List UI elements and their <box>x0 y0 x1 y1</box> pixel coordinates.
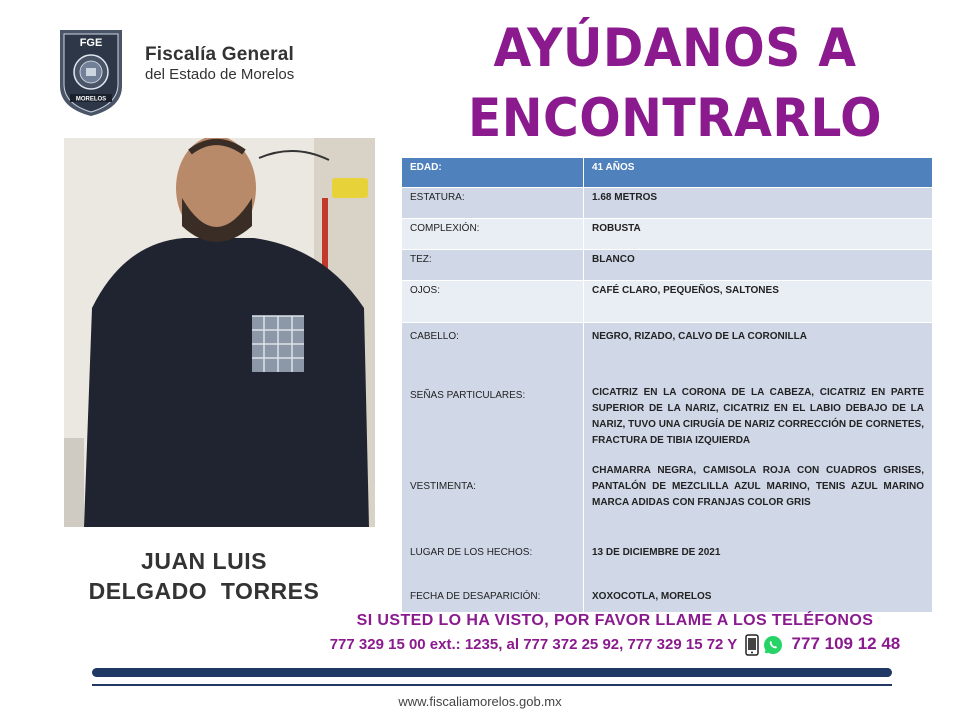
detail-value-group <box>584 323 933 613</box>
table-row <box>402 219 933 250</box>
footer-divider-thick <box>92 668 892 677</box>
organization-name <box>145 44 294 83</box>
phone-numbers: 777 329 15 00 ext.: 1235, al 777 372 25 92, 777 329 15 72 Y <box>329 636 738 653</box>
detail-value: XOXOCOTLA, MORELOS <box>592 591 712 602</box>
headline <box>459 14 891 154</box>
detail-label: FECHA DE DESAPARICIÓN: <box>410 591 541 602</box>
person-name <box>64 546 344 606</box>
person-first-name: JUAN LUIS <box>141 548 267 574</box>
detail-label: VESTIMENTA: <box>410 481 476 492</box>
whatsapp-number: 777 109 12 48 <box>791 634 901 653</box>
detail-value: 1.68 METROS <box>584 188 933 219</box>
cta-line1: SI USTED LO HA VISTO, POR FAVOR LLAME A LOS TELÉFONOS <box>356 612 874 629</box>
detail-label: TEZ: <box>402 250 584 281</box>
table-row <box>402 281 933 323</box>
detail-label: ESTATURA: <box>402 188 584 219</box>
detail-value: CAFÉ CLARO, PEQUEÑOS, SALTONES <box>584 281 933 323</box>
detail-label-group <box>402 323 584 613</box>
detail-label: LUGAR DE LOS HECHOS: <box>410 547 533 558</box>
detail-value: BLANCO <box>584 250 933 281</box>
detail-label: OJOS: <box>402 281 584 323</box>
org-name-line2: del Estado de Morelos <box>145 65 295 83</box>
table-row <box>402 158 933 188</box>
detail-value: ROBUSTA <box>584 219 933 250</box>
detail-label: SEÑAS PARTICULARES: <box>410 390 526 401</box>
detail-label: EDAD: <box>402 158 584 188</box>
badge-bottom-text: MORELOS <box>75 96 107 103</box>
fge-shield-logo <box>54 26 128 118</box>
table-row <box>402 250 933 281</box>
detail-label: CABELLO: <box>410 331 459 342</box>
mobile-phone-icon <box>745 634 759 656</box>
cta-line2 <box>290 634 940 656</box>
detail-label: COMPLEXIÓN: <box>402 219 584 250</box>
missing-person-photo <box>64 138 375 527</box>
detail-value: 13 DE DICIEMBRE DE 2021 <box>592 547 721 558</box>
badge-text: FGE <box>79 37 103 49</box>
headline-line1: AYÚDANOS A <box>493 18 857 79</box>
whatsapp-icon <box>763 635 783 655</box>
detail-value: 41 AÑOS <box>584 158 933 188</box>
call-to-action <box>290 612 940 656</box>
detail-value: CICATRIZ EN LA CORONA DE LA CABEZA, CICATRIZ EN PARTE SUPERIOR DE LA NARIZ, CICATRIZ EN EL LABIO DEBAJO DE LA NARIZ, TUVO UNA CIRUGÍA DE NARIZ CORRECCIÓN DE CORNETES, FRACTURA DE TIBIA IZQUIERDA <box>592 387 924 446</box>
org-name-line1: Fiscalía General <box>145 44 294 65</box>
table-row <box>402 323 933 613</box>
website-url: www.fiscaliamorelos.gob.mx <box>398 694 562 709</box>
detail-value: CHAMARRA NEGRA, CAMISOLA ROJA CON CUADROS GRISES, PANTALÓN DE MEZCLILLA AZUL MARINO, TENIS AZUL MARINO MARCA ADIDAS CON FRANJAS COLOR GRIS <box>592 465 924 508</box>
person-last-name: DELGADO TORRES <box>88 578 320 604</box>
details-table <box>401 157 933 613</box>
footer-divider-thin <box>92 684 892 686</box>
table-row <box>402 188 933 219</box>
headline-line2: ENCONTRARLO <box>467 88 883 149</box>
detail-value: NEGRO, RIZADO, CALVO DE LA CORONILLA <box>592 331 807 342</box>
